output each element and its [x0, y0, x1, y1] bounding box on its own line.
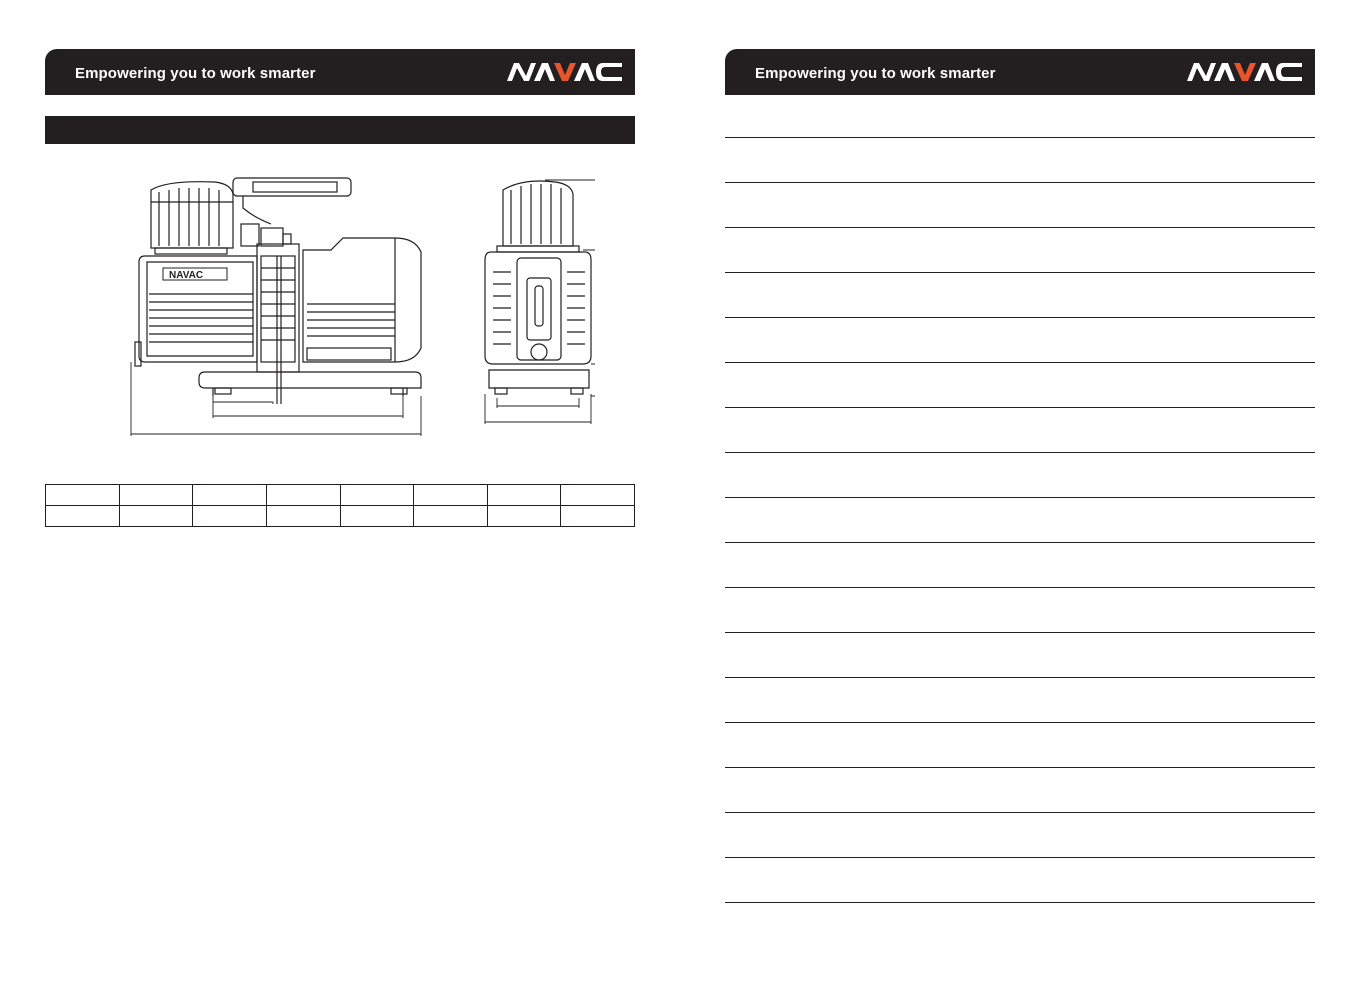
ruled-line	[725, 452, 1315, 453]
right-page	[725, 0, 1315, 993]
table-cell	[561, 506, 635, 527]
table-cell	[414, 506, 488, 527]
pump-front-view	[485, 180, 595, 424]
ruled-line	[725, 317, 1315, 318]
table-cell	[193, 485, 267, 506]
spec-table	[45, 484, 635, 527]
table-cell	[46, 506, 120, 527]
svg-text:NAVAC: NAVAC	[169, 270, 204, 281]
ruled-line	[725, 407, 1315, 408]
table-cell	[487, 485, 561, 506]
ruled-line	[725, 227, 1315, 228]
tagline: Empowering you to work smarter	[75, 65, 316, 82]
ruled-line	[725, 587, 1315, 588]
ruled-line	[725, 362, 1315, 363]
table-cell	[340, 485, 414, 506]
ruled-line	[725, 272, 1315, 273]
ruled-line	[725, 812, 1315, 813]
ruled-line	[725, 677, 1315, 678]
section-title-bar	[45, 116, 635, 144]
table-cell	[266, 485, 340, 506]
table-cell	[119, 485, 193, 506]
table-cell	[561, 485, 635, 506]
ruled-line	[725, 722, 1315, 723]
table-cell	[266, 506, 340, 527]
table-cell	[414, 485, 488, 506]
pump-side-view	[131, 178, 421, 436]
ruled-line	[725, 632, 1315, 633]
ruled-line	[725, 542, 1315, 543]
header-band	[45, 49, 635, 95]
ruled-line	[725, 767, 1315, 768]
table-cell	[119, 506, 193, 527]
table-row	[46, 506, 635, 527]
ruled-line	[725, 182, 1315, 183]
table-cell	[340, 506, 414, 527]
table-row	[46, 485, 635, 506]
table-cell	[487, 506, 561, 527]
tagline: Empowering you to work smarter	[755, 65, 996, 82]
left-page	[45, 0, 635, 993]
pump-dimension-drawing	[85, 172, 595, 444]
table-cell	[46, 485, 120, 506]
ruled-line	[725, 137, 1315, 138]
navac-logo	[1187, 61, 1303, 83]
ruled-line	[725, 902, 1315, 903]
header-band	[725, 49, 1315, 95]
ruled-line	[725, 857, 1315, 858]
ruled-line	[725, 497, 1315, 498]
navac-logo	[507, 61, 623, 83]
table-cell	[193, 506, 267, 527]
